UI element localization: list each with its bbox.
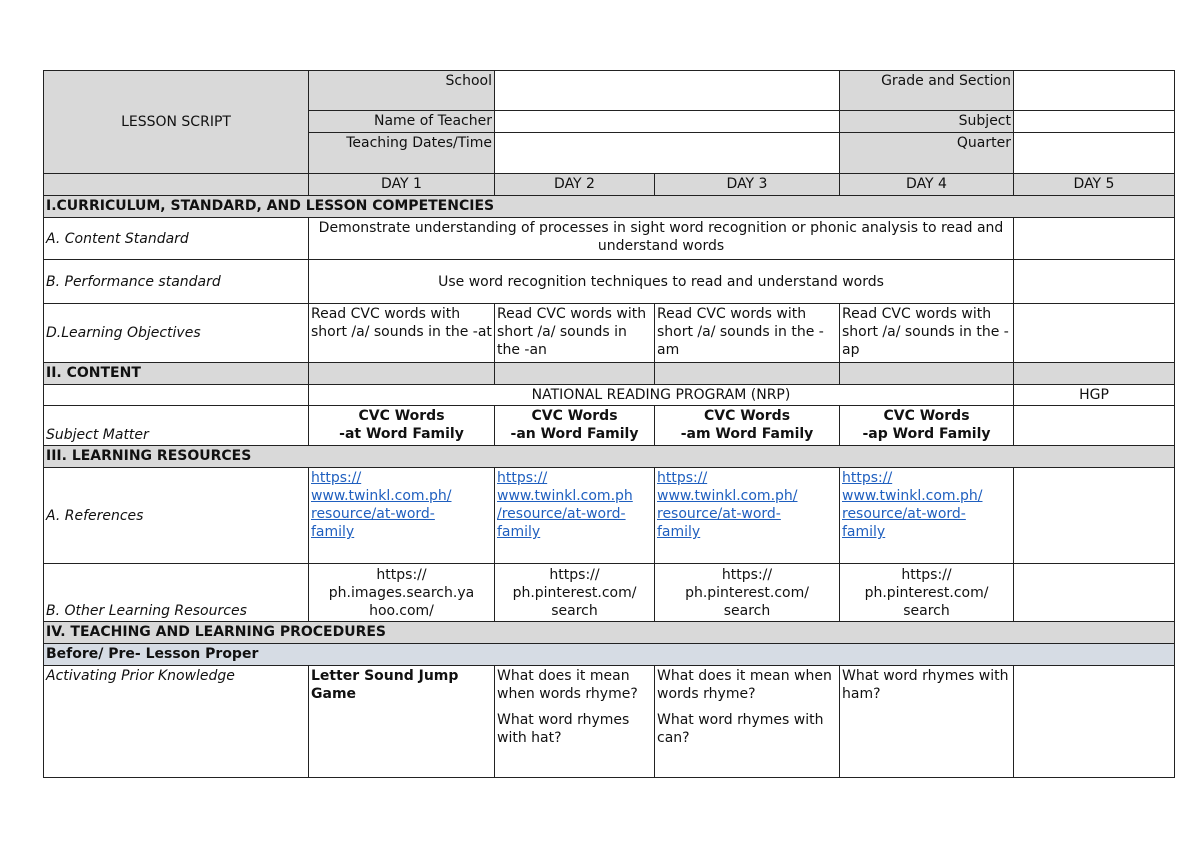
school-label: School	[309, 71, 495, 111]
teaching-dates-value[interactable]	[495, 133, 840, 174]
reference-link-day3[interactable]	[655, 468, 840, 564]
subject-matter-day2: CVC Words -an Word Family	[495, 406, 655, 446]
performance-standard-label: B. Performance standard	[44, 260, 309, 304]
subject-matter-day1: CVC Words -at Word Family	[309, 406, 495, 446]
day-3-header: DAY 3	[655, 174, 840, 196]
objectives-label: D.Learning Objectives	[44, 304, 309, 363]
objective-day1: Read CVC words with short /a/ sounds in the -at	[309, 304, 495, 363]
subject-matter-label: Subject Matter	[44, 406, 309, 446]
reference-link-day2-url[interactable]: https:// www.twinkl.com.ph /resource/at-word- family	[497, 470, 633, 540]
day-4-header: DAY 4	[840, 174, 1014, 196]
nrp-program: NATIONAL READING PROGRAM (NRP)	[309, 385, 1014, 406]
teacher-name-label: Name of Teacher	[309, 111, 495, 133]
reference-link-day2[interactable]	[495, 468, 655, 564]
content-standard-label: A. Content Standard	[44, 218, 309, 260]
other-resource-day3: https:// ph.pinterest.com/ search	[655, 564, 840, 622]
other-resources-label: B. Other Learning Resources	[44, 564, 309, 622]
prior-knowledge-day4: What word rhymes with ham?	[840, 666, 1014, 778]
content-day3-blank	[655, 363, 840, 385]
content-day1-blank	[309, 363, 495, 385]
references-label: A. References	[44, 468, 309, 564]
objective-day4: Read CVC words with short /a/ sounds in the -ap	[840, 304, 1014, 363]
prior-knowledge-day3: What does it mean when words rhyme? What word rhymes with can?	[655, 666, 840, 778]
prior-knowledge-day2: What does it mean when words rhyme? What word rhymes with hat?	[495, 666, 655, 778]
section-resources: III. LEARNING RESOURCES	[44, 446, 1175, 468]
subject-value[interactable]	[1014, 111, 1175, 133]
lesson-script-title: LESSON SCRIPT	[44, 71, 309, 174]
reference-day5	[1014, 468, 1175, 564]
school-value[interactable]	[495, 71, 840, 111]
day-header-blank	[44, 174, 309, 196]
nrp-label-blank	[44, 385, 309, 406]
reference-link-day4-url[interactable]: https:// www.twinkl.com.ph/ resource/at-word- family	[842, 470, 983, 540]
reference-link-day4[interactable]	[840, 468, 1014, 564]
subject-matter-day5	[1014, 406, 1175, 446]
section-content: II. CONTENT	[44, 363, 309, 385]
objective-day3: Read CVC words with short /a/ sounds in the -am	[655, 304, 840, 363]
teacher-name-value[interactable]	[495, 111, 840, 133]
grade-section-label: Grade and Section	[840, 71, 1014, 111]
content-day4-blank	[840, 363, 1014, 385]
objective-day5	[1014, 304, 1175, 363]
day-2-header: DAY 2	[495, 174, 655, 196]
hgp-program: HGP	[1014, 385, 1175, 406]
other-resource-day4: https:// ph.pinterest.com/ search	[840, 564, 1014, 622]
section-procedures: IV. TEACHING AND LEARNING PROCEDURES	[44, 622, 1175, 644]
subject-label: Subject	[840, 111, 1014, 133]
other-resource-day1: https:// ph.images.search.ya hoo.com/	[309, 564, 495, 622]
content-day2-blank	[495, 363, 655, 385]
section-curriculum: I.CURRICULUM, STANDARD, AND LESSON COMPETENCIES	[44, 196, 1175, 218]
section-before-lesson: Before/ Pre- Lesson Proper	[44, 644, 1175, 666]
subject-matter-day4: CVC Words -ap Word Family	[840, 406, 1014, 446]
day-5-header: DAY 5	[1014, 174, 1175, 196]
objective-day2: Read CVC words with short /a/ sounds in the -an	[495, 304, 655, 363]
day-1-header: DAY 1	[309, 174, 495, 196]
performance-standard-value: Use word recognition techniques to read and understand words	[309, 260, 1014, 304]
reference-link-day1-url[interactable]: https:// www.twinkl.com.ph/ resource/at-word- family	[311, 470, 452, 540]
lesson-script-table	[43, 70, 1175, 778]
content-standard-day5	[1014, 218, 1175, 260]
reference-link-day3-url[interactable]: https:// www.twinkl.com.ph/ resource/at-word- family	[657, 470, 798, 540]
teaching-dates-label: Teaching Dates/Time	[309, 133, 495, 174]
content-standard-value: Demonstrate understanding of processes in sight word recognition or phonic analysis to read and understand words	[309, 218, 1014, 260]
prior-knowledge-day1: Letter Sound Jump Game	[309, 666, 495, 778]
prior-knowledge-day5	[1014, 666, 1175, 778]
grade-section-value[interactable]	[1014, 71, 1175, 111]
other-resource-day5	[1014, 564, 1175, 622]
content-day5-blank	[1014, 363, 1175, 385]
performance-standard-day5	[1014, 260, 1175, 304]
other-resource-day2: https:// ph.pinterest.com/ search	[495, 564, 655, 622]
subject-matter-day3: CVC Words -am Word Family	[655, 406, 840, 446]
reference-link-day1[interactable]	[309, 468, 495, 564]
quarter-value[interactable]	[1014, 133, 1175, 174]
prior-knowledge-label: Activating Prior Knowledge	[44, 666, 309, 778]
quarter-label: Quarter	[840, 133, 1014, 174]
